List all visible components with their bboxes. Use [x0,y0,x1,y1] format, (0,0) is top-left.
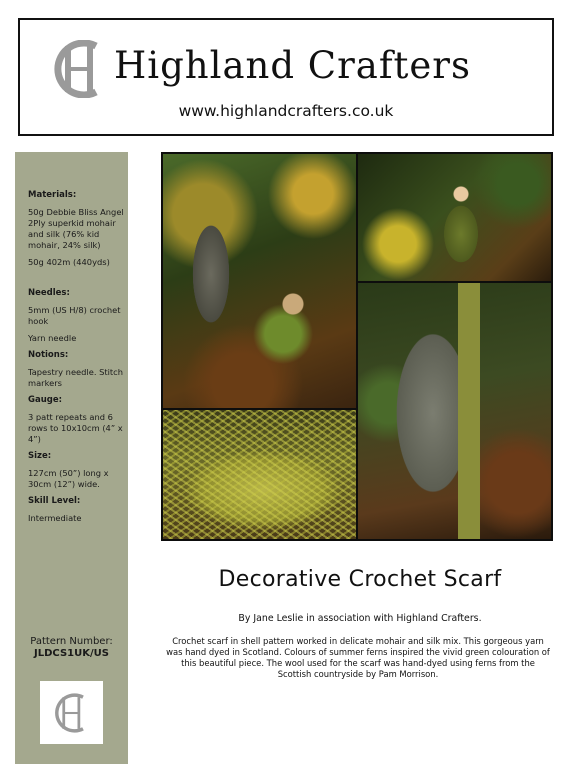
highland-crafters-small-logo-icon [50,691,94,735]
needles-yarn: Yarn needle [28,333,77,343]
materials-weight: 50g 402m (440yds) [28,257,110,267]
size-text: 127cm (50”) long x 30cm (12”) wide. [28,468,109,489]
gauge-text: 3 patt repeats and 6 rows to 10x10cm (4” x 4”) [28,412,123,444]
header-banner [18,18,554,136]
pattern-number-block [15,636,128,660]
pattern-details-sidebar [15,152,128,764]
photo-scarf-closeup [163,410,356,539]
materials-heading: Materials: [28,190,77,200]
photo-woman-wearing-scarf [358,154,551,281]
pattern-number-code: JLDCS1UK/US [34,648,109,659]
brand-name: Highland Crafters [114,44,471,87]
gauge-heading: Gauge: [28,395,63,405]
byline: By Jane Leslie in association with Highland Crafters. [238,613,482,624]
skill-level-text: Intermediate [28,513,82,523]
skill-level-heading: Skill Level: [28,496,81,506]
photo-woman-in-autumn-forest [163,154,356,408]
sidebar-logo [40,681,103,744]
needles-hook: 5mm (US H/8) crochet hook [28,305,121,326]
pattern-title: Decorative Crochet Scarf [218,567,502,592]
notions-text: Tapestry needle. Stitch markers [28,367,124,388]
pattern-description: Crochet scarf in shell pattern worked in delicate mohair and silk mix. This gorgeous yarn was hand dyed in Scotland. Colours of summer ferns inspired the vivid green colouration of this beautiful piece. The wool used for the scarf was hand-dyed using ferns from the Scottish countryside by Pam Morrison. [166,636,550,679]
needles-heading: Needles: [28,288,70,298]
size-heading: Size: [28,451,52,461]
materials-text: 50g Debbie Bliss Angel 2Ply superkid mohair and silk (76% kid mohair, 24% silk) [28,207,124,250]
notions-heading: Notions: [28,350,69,360]
highland-crafters-logo-icon [48,40,112,98]
website-link[interactable]: www.highlandcrafters.co.uk [178,102,394,120]
pattern-number-label: Pattern Number: [30,636,113,647]
photo-collage [161,152,553,541]
photo-scarf-on-tree [358,283,551,539]
